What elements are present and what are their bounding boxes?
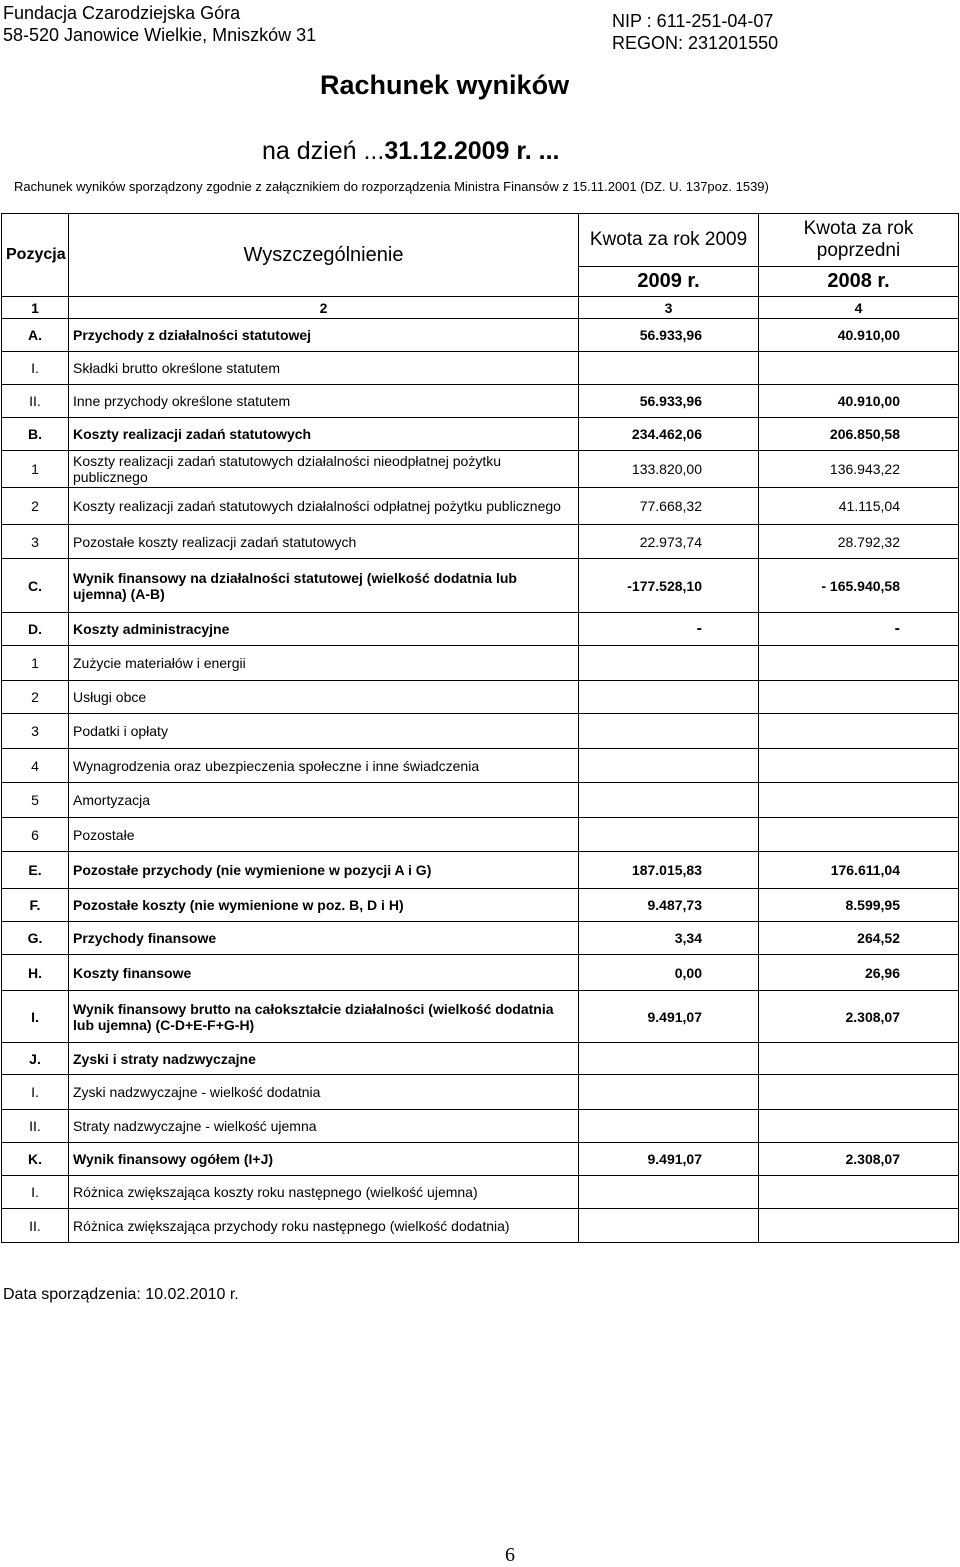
row-value-2008 [759,646,959,681]
row-position: 1 [2,646,69,681]
org-ids [612,10,778,54]
row-position: II. [2,385,69,418]
row-label: Straty nadzwyczajne - wielkość ujemna [69,1110,579,1143]
row-value-2008: 2.308,07 [759,1143,959,1176]
row-value-2009: 77.668,32 [579,488,759,525]
row-value-2008: 136.943,22 [759,451,959,488]
table-row [2,385,959,418]
row-label: Koszty realizacji zadań statutowych [69,418,579,451]
row-position: 2 [2,488,69,525]
table-row [2,852,959,889]
table-row [2,991,959,1043]
row-position: J. [2,1043,69,1075]
colnum-4: 4 [759,297,959,319]
row-value-2008 [759,681,959,714]
row-label: Amortyzacja [69,783,579,818]
row-value-2009 [579,681,759,714]
row-label: Przychody z działalności statutowej [69,319,579,352]
colnum-3: 3 [579,297,759,319]
row-value-2008 [759,1176,959,1209]
table-row [2,1176,959,1209]
table-row [2,559,959,613]
row-value-2009: 9.491,07 [579,991,759,1043]
row-value-2008: 41.115,04 [759,488,959,525]
org-regon: REGON: 231201550 [612,33,779,53]
table-row [2,889,959,922]
row-position: 1 [2,451,69,488]
colnum-1: 1 [2,297,69,319]
org-nip: NIP : 611-251-04-07 [612,11,774,31]
row-position: I. [2,1176,69,1209]
row-position: 3 [2,714,69,749]
table-row [2,714,959,749]
row-position: 6 [2,818,69,852]
row-value-2009 [579,646,759,681]
row-label: Podatki i opłaty [69,714,579,749]
date-prefix: na dzień ... [262,137,385,165]
row-value-2009 [579,783,759,818]
row-value-2009: 56.933,96 [579,319,759,352]
row-value-2008 [759,352,959,385]
row-value-2008: 28.792,32 [759,525,959,559]
row-label: Zyski nadzwyczajne - wielkość dodatnia [69,1075,579,1110]
row-position: K. [2,1143,69,1176]
row-value-2008: 26,96 [759,955,959,991]
table-row [2,818,959,852]
row-position: C. [2,559,69,613]
row-position: I. [2,991,69,1043]
row-value-2009 [579,1110,759,1143]
row-label: Składki brutto określone statutem [69,352,579,385]
row-position: A. [2,319,69,352]
row-value-2009: 187.015,83 [579,852,759,889]
legal-note: Rachunek wyników sporządzony zgodnie z załącznikiem do rozporządzenia Ministra Finansów z 15.11.2001 (DZ. U. 137poz. 1539) [14,179,769,194]
row-value-2008 [759,714,959,749]
row-label: Inne przychody określone statutem [69,385,579,418]
row-value-2009 [579,1209,759,1243]
row-value-2009: 9.491,07 [579,1143,759,1176]
row-value-2008: - 165.940,58 [759,559,959,613]
row-position: 2 [2,681,69,714]
table-row [2,646,959,681]
report-date [262,137,559,166]
row-value-2008: 264,52 [759,922,959,955]
table-row [2,955,959,991]
row-value-2009 [579,1075,759,1110]
footer-date: Data sporządzenia: 10.02.2010 r. [3,1286,239,1303]
row-value-2009 [579,749,759,783]
row-position: II. [2,1209,69,1243]
row-position: I. [2,1075,69,1110]
row-value-2008 [759,1110,959,1143]
table-row [2,1209,959,1243]
row-value-2008 [759,1075,959,1110]
org-header [3,2,316,46]
row-label: Zużycie materiałów i energii [69,646,579,681]
row-value-2009: 56.933,96 [579,385,759,418]
row-label: Koszty realizacji zadań statutowych działalności nieodpłatnej pożytku publicznego [69,451,579,488]
row-value-2009: 3,34 [579,922,759,955]
table-row [2,1075,959,1110]
row-value-2008 [759,783,959,818]
org-name: Fundacja Czarodziejska Góra [3,3,241,23]
table-row [2,488,959,525]
row-label: Różnica zwiększająca koszty roku następnego (wielkość ujemna) [69,1176,579,1209]
row-value-2008 [759,818,959,852]
row-value-2008: - [759,613,959,646]
row-label: Różnica zwiększająca przychody roku następnego (wielkość dodatnia) [69,1209,579,1243]
row-value-2008: 8.599,95 [759,889,959,922]
row-label: Wynagrodzenia oraz ubezpieczenia społeczne i inne świadczenia [69,749,579,783]
row-value-2008 [759,749,959,783]
row-label: Wynik finansowy ogółem (I+J) [69,1143,579,1176]
row-value-2008: 40.910,00 [759,385,959,418]
row-value-2008 [759,1043,959,1075]
date-value: 31.12.2009 r. ... [384,137,560,165]
row-label: Usługi obce [69,681,579,714]
table-row [2,319,959,352]
header-pozycja: Pozycja [2,214,69,297]
table-row [2,1143,959,1176]
row-position: II. [2,1110,69,1143]
row-position: 5 [2,783,69,818]
header-year-2008: 2008 r. [759,267,959,297]
table-row [2,749,959,783]
row-value-2008 [759,1209,959,1243]
row-value-2008: 206.850,58 [759,418,959,451]
row-value-2009: 234.462,06 [579,418,759,451]
header-kwota-2009: Kwota za rok 2009 [579,214,759,267]
row-position: F. [2,889,69,922]
row-value-2009: 9.487,73 [579,889,759,922]
header-kwota-prev: Kwota za rok poprzedni [759,214,959,267]
row-position: G. [2,922,69,955]
row-label: Wynik finansowy brutto na całokształcie działalności (wielkość dodatnia lub ujemna) (C-D+E-F+G-H) [69,991,579,1043]
row-label: Koszty finansowe [69,955,579,991]
page-title: Rachunek wyników [320,70,570,100]
org-address: 58-520 Janowice Wielkie, Mniszków 31 [3,25,317,45]
row-position: I. [2,352,69,385]
table-row [2,681,959,714]
row-label: Przychody finansowe [69,922,579,955]
row-value-2009 [579,818,759,852]
row-value-2008: 176.611,04 [759,852,959,889]
row-value-2009: -177.528,10 [579,559,759,613]
table-row [2,525,959,559]
results-table [1,213,959,1243]
row-position: E. [2,852,69,889]
row-position: D. [2,613,69,646]
table-row [2,1110,959,1143]
row-value-2009 [579,714,759,749]
row-value-2008: 40.910,00 [759,319,959,352]
table-row [2,352,959,385]
row-label: Pozostałe przychody (nie wymienione w pozycji A i G) [69,852,579,889]
row-label: Wynik finansowy na działalności statutowej (wielkość dodatnia lub ujemna) (A-B) [69,559,579,613]
row-value-2009: 0,00 [579,955,759,991]
row-value-2009: - [579,613,759,646]
colnum-2: 2 [69,297,579,319]
row-label: Koszty administracyjne [69,613,579,646]
row-label: Pozostałe [69,818,579,852]
row-label: Zyski i straty nadzwyczajne [69,1043,579,1075]
table-row [2,418,959,451]
table-row [2,613,959,646]
row-value-2009 [579,352,759,385]
row-value-2009: 133.820,00 [579,451,759,488]
row-value-2009: 22.973,74 [579,525,759,559]
header-year-2009: 2009 r. [579,267,759,297]
page-number: 6 [505,1544,515,1566]
row-value-2009 [579,1043,759,1075]
row-position: 4 [2,749,69,783]
row-value-2008: 2.308,07 [759,991,959,1043]
row-label: Pozostałe koszty (nie wymienione w poz. B, D i H) [69,889,579,922]
row-position: B. [2,418,69,451]
table-row [2,451,959,488]
header-wyszczegolnienie: Wyszczególnienie [69,214,579,297]
table-row [2,783,959,818]
row-label: Koszty realizacji zadań statutowych działalności odpłatnej pożytku publicznego [69,488,579,525]
table-row [2,922,959,955]
table-row [2,1043,959,1075]
row-label: Pozostałe koszty realizacji zadań statutowych [69,525,579,559]
row-position: H. [2,955,69,991]
row-position: 3 [2,525,69,559]
row-value-2009 [579,1176,759,1209]
